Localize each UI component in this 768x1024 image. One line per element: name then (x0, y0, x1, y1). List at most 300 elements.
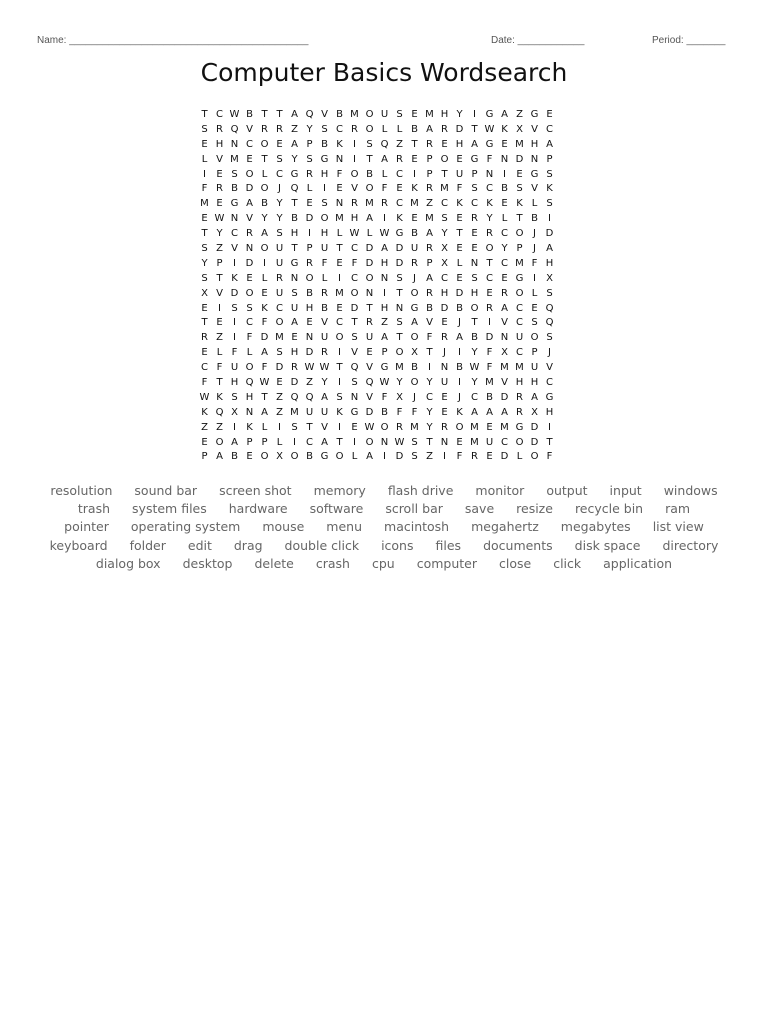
grid-letter: U (515, 332, 524, 344)
grid-letter: P (216, 257, 223, 269)
grid-row (197, 390, 575, 405)
grid-letter: E (411, 213, 418, 225)
grid-letter: F (261, 362, 268, 374)
grid-letter: B (426, 302, 433, 314)
grid-letter: Y (441, 228, 448, 240)
grid-letter: E (261, 287, 268, 299)
grid-letter: I (323, 183, 326, 195)
grid-letter: N (245, 406, 254, 418)
word-bank-item: output (546, 482, 588, 498)
word-bank-item: input (609, 482, 642, 498)
grid-letter: I (383, 287, 386, 299)
grid-letter: A (261, 228, 268, 240)
word-bank-item: sound bar (134, 482, 198, 498)
grid-letter: C (471, 198, 478, 210)
grid-letter: E (276, 376, 283, 388)
grid-letter: O (335, 451, 344, 463)
grid-letter: E (441, 317, 448, 329)
grid-letter: D (290, 376, 299, 388)
grid-letter: H (515, 376, 524, 388)
grid-letter: C (336, 317, 343, 329)
grid-letter: O (365, 183, 374, 195)
word-bank-item: cpu (371, 556, 395, 572)
grid-letter: Q (305, 391, 314, 403)
grid-letter: I (308, 228, 311, 240)
grid-letter: F (381, 391, 388, 403)
grid-letter: E (306, 317, 313, 329)
grid-letter: E (501, 198, 508, 210)
grid-letter: O (515, 436, 524, 448)
grid-letter: I (443, 451, 446, 463)
grid-letter: L (381, 168, 388, 180)
grid-letter: U (530, 362, 539, 374)
grid-letter: O (410, 376, 419, 388)
grid-letter: O (515, 287, 524, 299)
word-bank-item: recycle bin (574, 501, 644, 517)
grid-letter: V (321, 421, 328, 433)
grid-letter: M (335, 213, 344, 225)
grid-letter: P (471, 168, 478, 180)
grid-letter: G (530, 168, 539, 180)
grid-letter: D (395, 257, 404, 269)
grid-letter: L (381, 123, 388, 135)
grid-row (197, 137, 575, 152)
grid-row (197, 301, 575, 316)
grid-letter: N (305, 332, 314, 344)
grid-letter: A (246, 198, 253, 210)
grid-letter: V (531, 123, 538, 135)
grid-letter: M (365, 198, 374, 210)
grid-letter: I (503, 168, 506, 180)
grid-letter: B (456, 362, 463, 374)
grid-letter: G (350, 406, 359, 418)
word-bank-item: delete (254, 556, 294, 572)
grid-letter: O (395, 347, 404, 359)
word-bank-item: directory (662, 537, 719, 553)
grid-letter: Y (426, 376, 433, 388)
grid-letter: O (410, 287, 419, 299)
name-field-label: Name: ___________________________________________ (37, 35, 309, 46)
grid-row (197, 122, 575, 137)
word-bank-item: list view (652, 519, 704, 535)
word-bank-item: resize (516, 501, 553, 517)
grid-letter: R (351, 123, 358, 135)
grid-letter: L (321, 272, 328, 284)
grid-letter: A (426, 272, 433, 284)
grid-letter: N (365, 287, 374, 299)
grid-letter: G (530, 108, 539, 120)
grid-letter: C (441, 198, 448, 210)
grid-letter: T (396, 332, 403, 344)
grid-letter: E (456, 153, 463, 165)
grid-letter: A (291, 317, 298, 329)
grid-letter: Z (381, 317, 388, 329)
grid-letter: P (426, 168, 433, 180)
grid-letter: E (216, 168, 223, 180)
grid-letter: Y (486, 213, 493, 225)
grid-letter: I (278, 421, 281, 433)
grid-letter: T (201, 228, 208, 240)
grid-letter: J (533, 242, 536, 254)
grid-letter: O (485, 242, 494, 254)
grid-letter: V (246, 213, 253, 225)
grid-letter: R (486, 228, 493, 240)
grid-letter: S (306, 153, 313, 165)
grid-letter: N (350, 391, 359, 403)
grid-letter: U (365, 332, 374, 344)
grid-letter: M (395, 362, 404, 374)
grid-letter: I (413, 168, 416, 180)
grid-letter: I (548, 421, 551, 433)
grid-letter: H (455, 138, 464, 150)
grid-letter: O (350, 168, 359, 180)
word-bank-item: save (464, 501, 495, 517)
grid-letter: H (215, 138, 224, 150)
word-bank-item: software (309, 501, 364, 517)
grid-letter: M (515, 362, 524, 374)
grid-letter: O (260, 138, 269, 150)
grid-letter: E (486, 421, 493, 433)
grid-letter: G (545, 391, 554, 403)
grid-letter: F (456, 183, 463, 195)
grid-letter: L (201, 153, 208, 165)
grid-letter: U (320, 242, 329, 254)
grid-letter: H (320, 228, 329, 240)
grid-letter: T (216, 272, 223, 284)
grid-letter: F (426, 332, 433, 344)
word-bank-item: close (499, 556, 532, 572)
grid-letter: D (395, 451, 404, 463)
grid-letter: O (410, 332, 419, 344)
grid-letter: D (395, 242, 404, 254)
word-bank-item: files (435, 537, 462, 553)
grid-letter: I (533, 272, 536, 284)
grid-letter: J (413, 391, 416, 403)
grid-letter: B (366, 168, 373, 180)
grid-letter: J (413, 272, 416, 284)
grid-letter: M (200, 198, 209, 210)
grid-letter: S (351, 376, 358, 388)
grid-letter: I (473, 108, 476, 120)
grid-letter: Z (216, 421, 223, 433)
grid-letter: O (245, 168, 254, 180)
grid-letter: S (471, 183, 478, 195)
grid-letter: R (471, 451, 478, 463)
grid-letter: Z (516, 108, 523, 120)
grid-letter: D (365, 406, 374, 418)
grid-letter: A (501, 302, 508, 314)
grid-letter: W (379, 228, 390, 240)
grid-letter: K (336, 406, 343, 418)
word-bank-item: monitor (475, 482, 525, 498)
grid-letter: S (291, 421, 298, 433)
grid-letter: G (410, 302, 419, 314)
grid-letter: Y (321, 376, 328, 388)
page-title: Computer Basics Wordsearch (200, 58, 568, 87)
grid-letter: T (336, 362, 343, 374)
grid-letter: B (501, 183, 508, 195)
grid-letter: R (396, 153, 403, 165)
grid-letter: S (231, 168, 238, 180)
grid-letter: O (275, 317, 284, 329)
grid-letter: U (485, 436, 494, 448)
word-bank-item: memory (313, 482, 366, 498)
grid-letter: T (336, 242, 343, 254)
grid-letter: Y (396, 376, 403, 388)
grid-letter: F (321, 257, 328, 269)
grid-letter: R (516, 391, 523, 403)
grid-letter: R (486, 302, 493, 314)
grid-letter: S (201, 272, 208, 284)
grid-letter: R (426, 287, 433, 299)
grid-letter: I (548, 213, 551, 225)
grid-letter: C (426, 391, 433, 403)
word-bank-item: operating system (130, 519, 241, 535)
grid-letter: O (245, 362, 254, 374)
grid-letter: H (545, 257, 554, 269)
grid-letter: D (365, 242, 374, 254)
grid-letter: Y (201, 257, 208, 269)
grid-letter: A (261, 347, 268, 359)
grid-letter: H (530, 138, 539, 150)
grid-letter: I (263, 257, 266, 269)
word-bank-item: screen shot (219, 482, 292, 498)
grid-letter: R (216, 183, 223, 195)
grid-letter: K (456, 198, 463, 210)
grid-letter: V (366, 391, 373, 403)
grid-letter: Y (501, 242, 508, 254)
grid-letter: A (381, 153, 388, 165)
grid-letter: A (471, 406, 478, 418)
word-bank-item: edit (187, 537, 212, 553)
grid-letter: M (350, 108, 359, 120)
grid-letter: T (261, 153, 268, 165)
grid-letter: D (440, 302, 449, 314)
grid-letter: P (201, 451, 208, 463)
grid-letter: J (278, 183, 281, 195)
grid-letter: O (305, 272, 314, 284)
grid-letter: O (245, 287, 254, 299)
grid-letter: P (306, 138, 313, 150)
grid-letter: H (290, 228, 299, 240)
grid-letter: A (456, 332, 463, 344)
grid-letter: G (485, 108, 494, 120)
grid-letter: X (531, 406, 538, 418)
grid-letter: A (321, 391, 328, 403)
grid-letter: N (500, 153, 509, 165)
grid-letter: A (216, 451, 223, 463)
grid-letter: A (471, 138, 478, 150)
word-bank-line (20, 499, 748, 517)
grid-row (197, 286, 575, 301)
grid-letter: S (201, 123, 208, 135)
grid-row (197, 196, 575, 211)
grid-letter: Q (290, 183, 299, 195)
grid-letter: O (515, 228, 524, 240)
grid-letter: V (351, 183, 358, 195)
grid-letter: A (231, 436, 238, 448)
grid-letter: S (396, 317, 403, 329)
grid-letter: K (231, 272, 238, 284)
grid-letter: B (531, 213, 538, 225)
grid-letter: M (470, 436, 479, 448)
word-bank-item: disk space (574, 537, 641, 553)
grid-letter: E (516, 168, 523, 180)
grid-letter: E (486, 451, 493, 463)
grid-letter: N (290, 272, 299, 284)
grid-letter: L (456, 257, 463, 269)
grid-letter: O (470, 302, 479, 314)
grid-letter: I (428, 362, 431, 374)
grid-letter: B (411, 123, 418, 135)
grid-letter: B (261, 198, 268, 210)
grid-letter: I (458, 376, 461, 388)
grid-letter: O (215, 436, 224, 448)
grid-row (197, 226, 575, 241)
grid-letter: B (456, 302, 463, 314)
grid-row (197, 271, 575, 286)
grid-letter: T (351, 317, 358, 329)
grid-letter: A (426, 123, 433, 135)
grid-letter: R (306, 168, 313, 180)
grid-letter: P (381, 347, 388, 359)
grid-letter: V (531, 183, 538, 195)
grid-letter: R (321, 287, 328, 299)
word-bank-item: folder (129, 537, 166, 553)
grid-letter: M (230, 153, 239, 165)
grid-letter: N (380, 272, 389, 284)
word-bank-item: desktop (182, 556, 233, 572)
grid-letter: D (350, 302, 359, 314)
grid-letter: W (364, 421, 375, 433)
grid-row (197, 241, 575, 256)
grid-letter: L (366, 228, 373, 240)
grid-letter: R (216, 123, 223, 135)
grid-letter: B (321, 302, 328, 314)
grid-letter: U (275, 242, 284, 254)
grid-letter: N (380, 436, 389, 448)
grid-letter: V (231, 242, 238, 254)
grid-letter: R (246, 228, 253, 240)
grid-letter: C (501, 228, 508, 240)
grid-letter: S (531, 317, 538, 329)
grid-letter: T (471, 317, 478, 329)
grid-letter: P (246, 436, 253, 448)
grid-letter: H (440, 287, 449, 299)
grid-letter: Z (426, 198, 433, 210)
grid-letter: E (276, 138, 283, 150)
grid-letter: N (395, 302, 404, 314)
grid-letter: X (411, 347, 418, 359)
grid-letter: L (531, 198, 538, 210)
grid-letter: A (366, 451, 373, 463)
grid-letter: I (383, 451, 386, 463)
grid-letter: I (338, 347, 341, 359)
grid-row (197, 449, 575, 464)
grid-letter: I (293, 436, 296, 448)
grid-letter: C (336, 123, 343, 135)
grid-letter: U (440, 376, 449, 388)
grid-letter: W (319, 362, 330, 374)
grid-letter: T (291, 242, 298, 254)
grid-letter: F (396, 406, 403, 418)
grid-letter: A (501, 406, 508, 418)
grid-letter: O (335, 332, 344, 344)
word-bank-line (20, 555, 748, 573)
grid-letter: F (231, 347, 238, 359)
grid-letter: R (471, 213, 478, 225)
grid-letter: E (441, 138, 448, 150)
grid-letter: H (380, 257, 389, 269)
grid-letter: C (516, 347, 523, 359)
grid-letter: E (246, 153, 253, 165)
grid-letter: K (411, 183, 418, 195)
grid-letter: E (201, 302, 208, 314)
grid-letter: D (365, 257, 374, 269)
grid-letter: F (486, 347, 493, 359)
grid-letter: Y (276, 213, 283, 225)
grid-letter: J (533, 228, 536, 240)
grid-letter: E (246, 451, 253, 463)
grid-letter: P (516, 242, 523, 254)
grid-letter: M (425, 108, 434, 120)
worksheet-header (0, 35, 768, 49)
grid-letter: R (351, 198, 358, 210)
grid-letter: B (471, 332, 478, 344)
grid-letter: T (426, 436, 433, 448)
grid-letter: L (261, 421, 268, 433)
grid-letter: X (441, 242, 448, 254)
grid-letter: N (530, 153, 539, 165)
grid-letter: C (486, 183, 493, 195)
grid-letter: K (486, 198, 493, 210)
grid-letter: T (426, 347, 433, 359)
grid-letter: G (320, 451, 329, 463)
grid-letter: L (531, 287, 538, 299)
grid-letter: L (246, 347, 253, 359)
grid-letter: K (336, 138, 343, 150)
grid-letter: D (305, 347, 314, 359)
grid-row (197, 211, 575, 226)
grid-letter: I (233, 257, 236, 269)
grid-letter: I (383, 213, 386, 225)
grid-letter: E (531, 302, 538, 314)
grid-letter: O (530, 451, 539, 463)
grid-letter: J (548, 347, 551, 359)
grid-letter: D (245, 183, 254, 195)
grid-letter: N (440, 362, 449, 374)
grid-letter: G (395, 228, 404, 240)
grid-letter: C (546, 123, 553, 135)
grid-letter: E (201, 436, 208, 448)
grid-letter: H (545, 406, 554, 418)
grid-row (197, 420, 575, 435)
grid-letter: V (366, 362, 373, 374)
grid-letter: E (501, 272, 508, 284)
grid-letter: T (411, 138, 418, 150)
word-bank-item: dialog box (95, 556, 161, 572)
grid-letter: I (353, 138, 356, 150)
grid-letter: N (335, 153, 344, 165)
grid-letter: K (501, 123, 508, 135)
grid-letter: I (233, 332, 236, 344)
grid-letter: E (201, 347, 208, 359)
grid-letter: S (201, 242, 208, 254)
grid-letter: S (471, 272, 478, 284)
grid-letter: G (515, 272, 524, 284)
grid-row (197, 360, 575, 375)
grid-letter: M (515, 257, 524, 269)
